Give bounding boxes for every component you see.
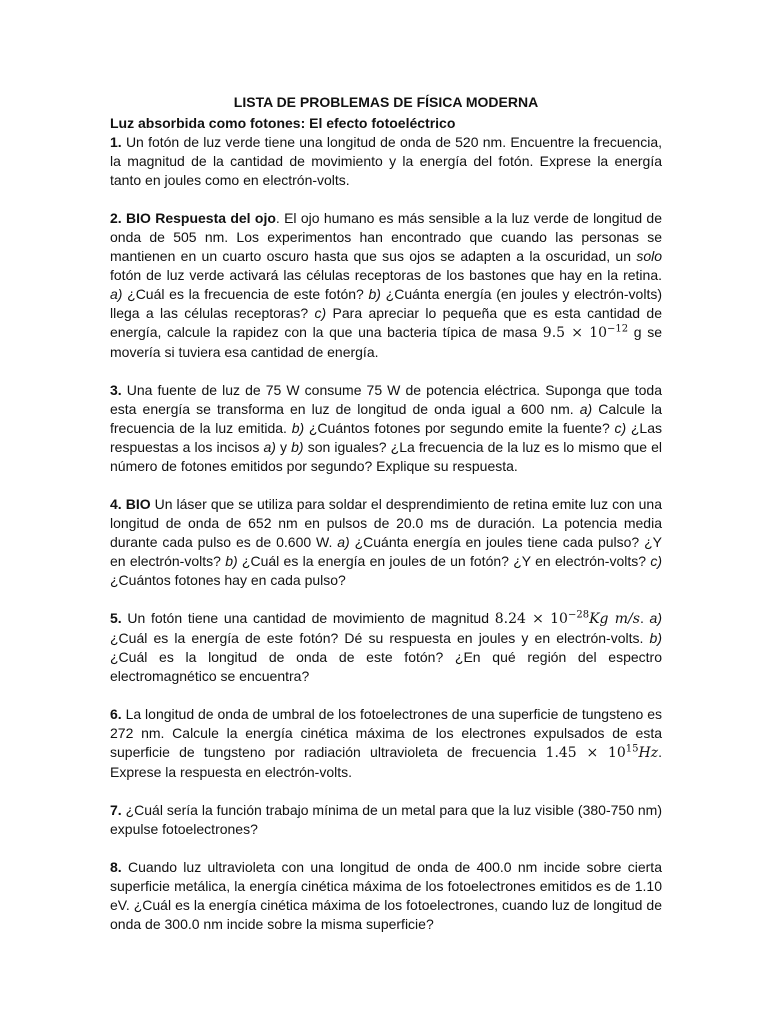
subpart-label: b) — [225, 553, 238, 569]
subpart-label: a) — [110, 286, 123, 302]
math-unit: Hz — [638, 745, 659, 761]
problem-text: Cuando luz ultravioleta con una longitud de onda de 400.0 nm incide sobre cierta superficie metálica, la energía cinética máxima de los fotoelectrones emitidos es de 1.10 eV. ¿Cuál es la energía cinética máxima de los fotoelectrones, cuando luz de longitud de onda de 300.0 nm incide sobre la misma superficie? — [110, 859, 662, 932]
problem-text: La longitud de onda de umbral de los fotoelectrones de una superficie de tungsteno es 272 nm. Calcule la energía cinética máxima de los electrones expulsados de esta superficie de tungsteno por radiación ultravioleta de frecuencia — [110, 706, 662, 760]
subpart-label: c) — [650, 553, 662, 569]
problem-text: Un fotón tiene una cantidad de movimiento de magnitud — [121, 610, 495, 626]
problem-text: Un láser que se utiliza para soldar el desprendimiento de retina emite luz con una longitud de onda de 652 nm en pulsos de 20.0 ms de duración. La potencia media durante cada pulso es de 0.600 W. — [110, 496, 662, 550]
problem-tag: BIO — [125, 496, 151, 512]
math-mantissa: 1.45 × 10 — [545, 745, 626, 761]
problem-text: ¿Cuántos fotones hay en cada pulso? — [110, 572, 346, 588]
problem-1 — [110, 133, 662, 190]
problem-text: ¿Cuál es la energía de este fotón? Dé su respuesta en joules y en electrón-volts. — [110, 630, 650, 646]
problem-2 — [110, 209, 662, 362]
problem-text: ¿Cuál sería la función trabajo mínima de un metal para que la luz visible (380-750 nm) expulse fotoelectrones? — [110, 802, 662, 837]
problem-3 — [110, 381, 662, 476]
problem-number: 3. — [110, 382, 122, 398]
problem-text: ¿Cuál es la frecuencia de este fotón? — [122, 286, 369, 302]
subpart-label: a) — [337, 534, 350, 550]
subpart-label: a) — [649, 610, 662, 626]
problem-5 — [110, 609, 662, 686]
problem-tag: BIO Respuesta del ojo — [126, 210, 276, 226]
problem-4 — [110, 495, 662, 590]
subpart-label: a) — [263, 439, 276, 455]
math-exponent: −28 — [567, 609, 590, 621]
problem-text: Una fuente de luz de 75 W consume 75 W de potencia eléctrica. Suponga que toda esta energía se transforma en luz de longitud de onda igual a 600 nm. — [110, 382, 662, 417]
subpart-label: c) — [614, 420, 627, 436]
problem-text: Para apreciar lo pequeña que es esta cantidad de energía, calcule la rapidez con la que una bacteria típica de masa — [110, 305, 662, 340]
subpart-label: b) — [368, 286, 381, 302]
problem-text: . El ojo humano es más sensible a la luz verde de longitud de onda de 505 nm. Los experimentos han encontrado que cuando las personas se mantienen en un cuarto oscuro hasta que sus ojos se adapten a la oscuridad, un — [110, 210, 662, 264]
problem-text: ¿Cuántos fotones por segundo emite la fuente? — [304, 420, 615, 436]
subpart-label: b) — [291, 439, 304, 455]
problem-text: g se movería si tuviera esa cantidad de energía. — [110, 324, 663, 360]
problem-text: ¿Cuánta energía en joules tiene cada pulso? ¿Y en electrón-volts? — [110, 534, 662, 569]
problem-number: 4. — [110, 496, 122, 512]
math-exponent: 15 — [625, 743, 639, 755]
problem-number: 7. — [110, 802, 122, 818]
math-unit: Kg m/s — [589, 611, 640, 627]
math-exponent: −12 — [607, 323, 629, 335]
problem-text: Calcule la frecuencia de la luz emitida. — [110, 401, 662, 436]
math-mass — [543, 325, 628, 341]
problem-text: ¿Las respuestas a los incisos — [110, 420, 663, 455]
problem-text: fotón de luz verde activará las células receptoras de los bastones que hay en la retina. — [110, 267, 662, 283]
problem-8 — [110, 858, 662, 934]
math-momentum — [495, 611, 640, 627]
math-frequency — [546, 745, 659, 761]
subpart-label: b) — [291, 420, 305, 436]
problem-number: 5. — [110, 610, 122, 626]
document-title: LISTA DE PROBLEMAS DE FÍSICA MODERNA — [233, 94, 539, 110]
problem-number: 1. — [110, 134, 122, 150]
math-mantissa: 8.24 × 10 — [494, 611, 568, 627]
problem-number: 6. — [110, 706, 122, 722]
problem-number: 2. — [110, 210, 122, 226]
problem-7 — [110, 801, 662, 839]
subpart-label: b) — [649, 630, 662, 646]
problem-6 — [110, 705, 662, 782]
problem-text: ¿Cuánta energía (en joules y electrón-volts) llega a las células receptoras? — [110, 286, 662, 321]
document-subtitle: Luz absorbida como fotones: El efecto fotoeléctrico — [110, 115, 456, 131]
subpart-label: c) — [314, 305, 327, 321]
problem-text: . — [639, 610, 650, 626]
problem-text: y — [275, 439, 292, 455]
problem-text: ¿Cuál es la longitud de onda de este fotón? ¿En qué región del espectro electromagnético se encuentra? — [110, 649, 662, 684]
emphasis-text: solo — [636, 248, 662, 264]
problem-text: ¿Cuál es la energía en joules de un fotón? ¿Y en electrón-volts? — [237, 553, 651, 569]
subpart-label: a) — [579, 401, 593, 417]
problem-text: Un fotón de luz verde tiene una longitud de onda de 520 nm. Encuentre la frecuencia, la magnitud de la cantidad de movimiento y la energía del fotón. Exprese la energía tanto en joules como en electrón-volts. — [110, 134, 663, 188]
problem-number: 8. — [110, 859, 122, 875]
problem-text: son iguales? ¿La frecuencia de la luz es lo mismo que el número de fotones emitidos por segundo? Explique su respuesta. — [110, 439, 662, 474]
problem-text: . Exprese la respuesta en electrón-volts. — [110, 744, 662, 780]
math-mantissa: 9.5 × 10 — [542, 325, 608, 341]
